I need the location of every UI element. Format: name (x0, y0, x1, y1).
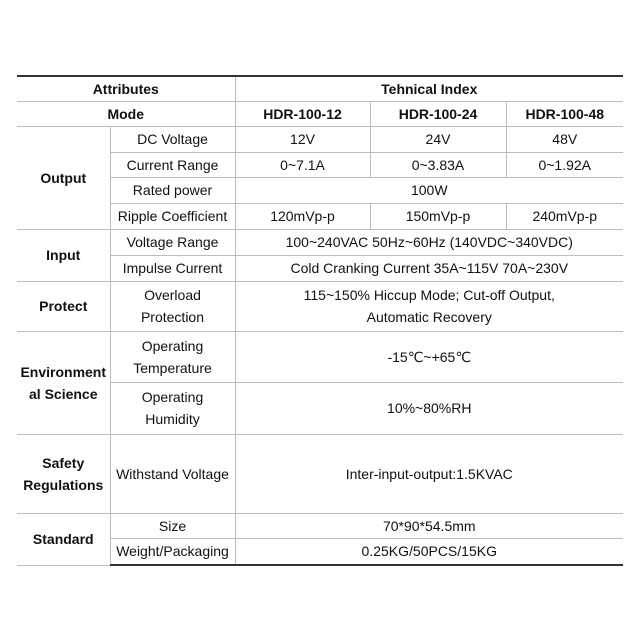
cell-value (235, 281, 623, 331)
cell-value: 0~1.92A (506, 152, 623, 177)
row-label (110, 331, 235, 382)
row-label: Voltage Range (110, 229, 235, 255)
table-row (17, 331, 623, 382)
table-row (17, 126, 623, 152)
group-label-line: al Science (29, 385, 98, 402)
row-label-line: Protection (140, 309, 205, 325)
table-row (17, 229, 623, 255)
cell-value: 150mVp-p (370, 203, 506, 229)
environment-group-label (17, 331, 110, 434)
cell-value-line: Automatic Recovery (366, 309, 492, 325)
row-label-line: Operating (141, 389, 204, 405)
table-row (17, 281, 623, 331)
table-row (17, 434, 623, 513)
cell-value: -15℃~+65℃ (235, 331, 623, 382)
cell-value: 100W (235, 177, 623, 203)
safety-group-label (17, 434, 110, 513)
model-header: HDR-100-48 (506, 101, 623, 126)
cell-value: Cold Cranking Current 35A~115V 70A~230V (235, 255, 623, 281)
group-label-line: Regulations (23, 476, 104, 493)
row-label: Ripple Coefficient (110, 203, 235, 229)
row-label: Rated power (110, 177, 235, 203)
row-label-line: Operating (141, 337, 204, 354)
protect-group-label: Protect (17, 281, 110, 331)
row-label: Size (110, 513, 235, 538)
row-label (110, 281, 235, 331)
attributes-header: Attributes (17, 76, 235, 101)
mode-header: Mode (17, 101, 235, 126)
group-label-line: Environment (20, 363, 107, 380)
row-label: Impulse Current (110, 255, 235, 281)
cell-value: 10%~80%RH (235, 382, 623, 434)
cell-value: 0.25KG/50PCS/15KG (235, 538, 623, 565)
header-row-mode (17, 101, 623, 126)
input-group-label: Input (17, 229, 110, 281)
cell-value: 0~3.83A (370, 152, 506, 177)
row-label (110, 382, 235, 434)
row-label-line: Temperature (133, 359, 212, 376)
header-row-attributes (17, 76, 623, 101)
cell-value: 48V (506, 126, 623, 152)
output-group-label: Output (17, 126, 110, 229)
row-label: Weight/Packaging (110, 538, 235, 565)
row-label: DC Voltage (110, 126, 235, 152)
row-label: Withstand Voltage (110, 434, 235, 513)
cell-value: 240mVp-p (506, 203, 623, 229)
cell-value: 0~7.1A (235, 152, 370, 177)
cell-value: 24V (370, 126, 506, 152)
cell-value: 70*90*54.5mm (235, 513, 623, 538)
standard-group-label: Standard (17, 513, 110, 565)
cell-value: 120mVp-p (235, 203, 370, 229)
row-label-line: Humidity (145, 411, 200, 427)
cell-value: 100~240VAC 50Hz~60Hz (140VDC~340VDC) (235, 229, 623, 255)
cell-value-line: 115~150% Hiccup Mode; Cut-off Output, (303, 287, 555, 303)
cell-value: 12V (235, 126, 370, 152)
group-label-line: Safety (42, 454, 85, 471)
spec-table (17, 75, 623, 566)
model-header: HDR-100-12 (235, 101, 370, 126)
row-label-line: Overload (144, 287, 201, 303)
row-label: Current Range (110, 152, 235, 177)
model-header: HDR-100-24 (370, 101, 506, 126)
table-row (17, 513, 623, 538)
cell-value: Inter-input-output:1.5KVAC (235, 434, 623, 513)
technical-index-header: Tehnical Index (235, 76, 623, 101)
